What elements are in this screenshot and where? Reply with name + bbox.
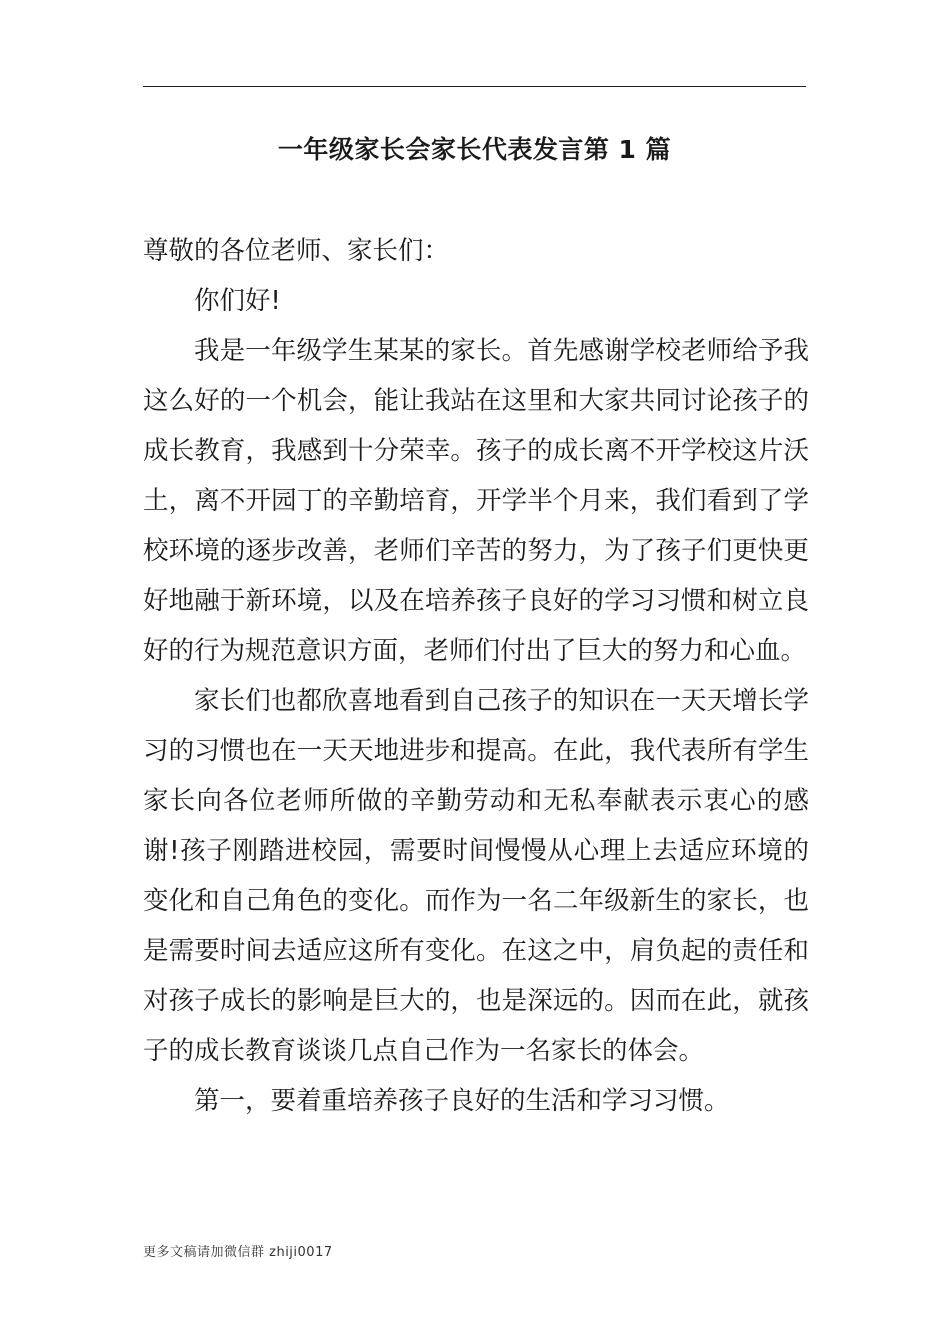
paragraph-greeting: 你们好! (194, 286, 281, 316)
document-body (143, 226, 809, 1126)
document-title: 一年级家长会家长代表发言第 1 篇 (277, 135, 672, 164)
header-rule (143, 86, 806, 87)
paragraph-point-one: 第一，要着重培养孩子良好的生活和学习习惯。 (194, 1086, 730, 1116)
paragraph-thanks: 家长们也都欣喜地看到自己孩子的知识在一天天增长学习的习惯也在一天天地进步和提高。在此，我代表所有学生家长向各位老师所做的辛勤劳动和无私奉献表示衷心的感谢!孩子刚踏进校园，需要时间慢慢从心理上去适应环境的变化和自己角色的变化。而作为一名二年级新生的家长，也是需要时间去适应这所有变化。在这之中，肩负起的责任和对孩子成长的影响是巨大的，也是深远的。因而在此，就孩子的成长教育谈谈几点自己作为一名家长的体会。 (143, 686, 809, 1066)
salutation: 尊敬的各位老师、家长们： (143, 236, 450, 266)
footer-note: 更多文稿请加微信群 zhiji0017 (143, 1245, 333, 1260)
paragraph-introduction: 我是一年级学生某某的家长。首先感谢学校老师给予我这么好的一个机会，能让我站在这里和大家共同讨论孩子的成长教育，我感到十分荣幸。孩子的成长离不开学校这片沃土，离不开园丁的辛勤培育，开学半个月来，我们看到了学校环境的逐步改善，老师们辛苦的努力，为了孩子们更快更好地融于新环境，以及在培养孩子良好的学习习惯和树立良好的行为规范意识方面，老师们付出了巨大的努力和心血。 (143, 336, 809, 666)
